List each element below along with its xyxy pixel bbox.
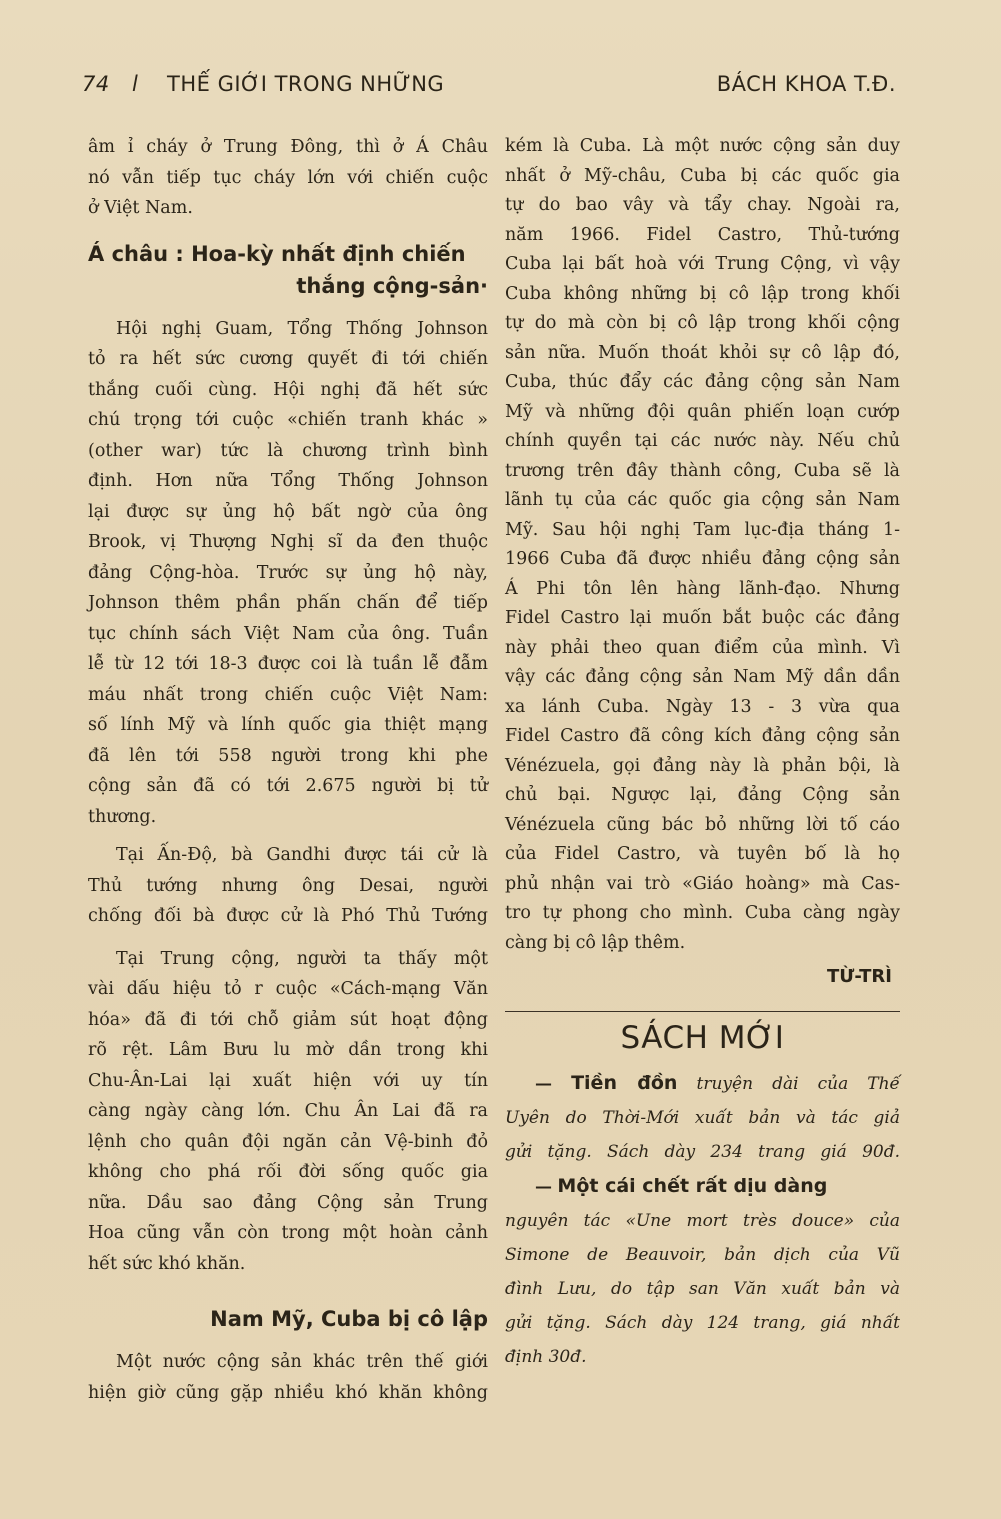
text-line: Fidel Castro lại muốn bắt buộc các đảng bbox=[505, 608, 900, 628]
text-line: nữa. Dầu sao đảng Cộng sản Trung bbox=[88, 1192, 488, 1213]
text-line: lãnh tụ của các quốc gia cộng sản Nam bbox=[505, 490, 900, 510]
paragraph-cuba-start bbox=[88, 1347, 488, 1408]
text-line: càng bị cô lập thêm. bbox=[505, 932, 686, 953]
book-desc: định 30đ. bbox=[505, 1347, 587, 1367]
book-entry-2 bbox=[505, 1169, 900, 1374]
text-line: Fidel Castro đã công kích đảng cộng sản bbox=[505, 726, 900, 746]
text-line: Hội nghị Guam, Tổng Thống Johnson bbox=[116, 318, 488, 339]
text-line: tro tự phong cho mình. Cuba càng ngày bbox=[505, 903, 900, 923]
text-line: sản nữa. Muốn thoát khỏi sự cô lập đó, bbox=[505, 342, 900, 363]
text-line: định. Hơn nữa Tổng Thống Johnson bbox=[88, 471, 488, 491]
text-line: máu nhất trong chiến cuộc Việt Nam: bbox=[88, 684, 488, 705]
text-line: lệnh cho quân đội ngăn cản Vệ-binh đỏ bbox=[88, 1131, 488, 1152]
book-entry-1 bbox=[505, 1066, 900, 1169]
book-desc: Simone de Beauvoir, bản dịch của Vũ bbox=[505, 1245, 900, 1265]
text-line: Á Phi tôn lên hàng lãnh-đạo. Nhưng bbox=[505, 578, 900, 599]
text-line: kém là Cuba. Là một nước cộng sản duy bbox=[505, 136, 900, 156]
text-line: Mỹ và những đội quân phiến loạn cướp bbox=[505, 401, 900, 422]
text-line: phủ nhận vai trò «Giáo hoàng» mà Cas- bbox=[505, 873, 900, 894]
text-line: trương trên đây thành công, Cuba sẽ là bbox=[505, 460, 900, 481]
intro-paragraph bbox=[88, 132, 488, 224]
text-line: của Fidel Castro, và tuyên bố là họ bbox=[505, 844, 900, 864]
text-line: Tại Trung cộng, người ta thấy một bbox=[116, 948, 488, 969]
text-line: vậy các đảng cộng sản Nam Mỹ dần dần bbox=[505, 667, 900, 687]
magazine-name: BÁCH KHOA T.Đ. bbox=[716, 72, 896, 96]
text-line: lại được sự ủng hộ bất ngờ của ông bbox=[88, 501, 488, 522]
text-line: đảng Cộng-hòa. Trước sự ủng hộ này, bbox=[88, 562, 488, 583]
section-title: THẾ GIỚI TRONG NHỮNG bbox=[167, 72, 445, 96]
text-line: ở Việt Nam. bbox=[88, 198, 193, 218]
text-line: chống đối bà được cử là Phó Thủ Tướng bbox=[88, 906, 488, 926]
book-desc: truyện dài của Thế bbox=[696, 1074, 901, 1094]
text-line: tục chính sách Việt Nam của ông. Tuần bbox=[88, 623, 488, 644]
dash: — bbox=[535, 1177, 552, 1197]
header-separator: l bbox=[132, 72, 139, 96]
text-line: đã lên tới 558 người trong khi phe bbox=[88, 745, 488, 766]
text-line: Cuba, thúc đẩy các đảng cộng sản Nam bbox=[505, 372, 900, 392]
text-line: Một nước cộng sản khác trên thế giới bbox=[116, 1352, 488, 1372]
text-line: Vénézuela cũng bác bỏ những lời tố cáo bbox=[505, 814, 900, 835]
text-line: thắng cuối cùng. Hội nghị đã hết sức bbox=[88, 379, 488, 400]
text-line: xa lánh Cuba. Ngày 13 - 3 vừa qua bbox=[505, 696, 900, 717]
heading-line: thắng cộng-sản· bbox=[296, 273, 488, 298]
dash: — bbox=[535, 1074, 552, 1094]
author-byline: TỪ-TRÌ bbox=[827, 966, 892, 987]
text-line: Brook, vị Thượng Nghị sĩ da đen thuộc bbox=[88, 532, 488, 552]
paragraph-china bbox=[88, 944, 488, 1280]
text-line: cộng sản đã có tới 2.675 người bị tử bbox=[88, 776, 488, 796]
left-column bbox=[88, 132, 488, 1408]
book-desc: gửi tặng. Sách dày 124 trang, giá nhất bbox=[505, 1313, 900, 1333]
text-line: hết sức khó khăn. bbox=[88, 1253, 246, 1274]
text-line: 1966 Cuba đã được nhiều đảng cộng sản bbox=[505, 549, 900, 569]
text-line: không cho phá rối đời sống quốc gia bbox=[88, 1162, 488, 1182]
text-line: rõ rệt. Lâm Bưu lu mờ dần trong khi bbox=[88, 1040, 488, 1060]
text-line: năm 1966. Fidel Castro, Thủ-tướng bbox=[505, 224, 900, 245]
text-line: (other war) tức là chương trình bình bbox=[88, 440, 488, 461]
text-line: chính quyền tại các nước này. Nếu chủ bbox=[505, 431, 900, 451]
right-column bbox=[505, 132, 900, 1374]
text-line: này phải theo quan điểm của mình. Vì bbox=[505, 637, 900, 658]
text-line: Mỹ. Sau hội nghị Tam lục-địa tháng 1- bbox=[505, 519, 900, 540]
paragraph-guam bbox=[88, 314, 488, 833]
text-line: chú trọng tới cuộc «chiến tranh khác » bbox=[88, 410, 488, 430]
text-line: số lính Mỹ và lính quốc gia thiệt mạng bbox=[88, 715, 488, 735]
text-line: tự do mà còn bị cô lập trong khối cộng bbox=[505, 313, 900, 333]
text-line: Cuba lại bất hoà với Trung Cộng, vì vậy bbox=[505, 254, 900, 274]
text-line: Thủ tướng nhưng ông Desai, người bbox=[88, 875, 488, 896]
heading-line: Á châu : Hoa-kỳ nhất định chiến bbox=[88, 241, 466, 266]
heading-south-america: Nam Mỹ, Cuba bị cô lập bbox=[210, 1307, 488, 1331]
text-line: nhất ở Mỹ-châu, Cuba bị các quốc gia bbox=[505, 165, 900, 186]
text-line: Tại Ấn-Độ, bà Gandhi được tái cử là bbox=[116, 845, 488, 865]
paragraph-cuba bbox=[505, 132, 900, 958]
text-line: chủ bại. Ngược lại, đảng Cộng sản bbox=[505, 785, 900, 805]
text-line: vài dấu hiệu tỏ r cuộc «Cách-mạng Văn bbox=[88, 979, 488, 999]
text-line: âm ỉ cháy ở Trung Đông, thì ở Á Châu bbox=[88, 137, 488, 157]
paragraph-india bbox=[88, 840, 488, 932]
book-title: Một cái chết rất dịu dàng bbox=[557, 1175, 828, 1197]
text-line: lễ từ 12 tới 18-3 được coi là tuần lễ đẫm bbox=[88, 654, 488, 674]
text-line: Cuba không những bị cô lập trong khối bbox=[505, 283, 900, 304]
text-line: nó vẫn tiếp tục cháy lớn với chiến cuộc bbox=[88, 167, 488, 188]
text-line: tỏ ra hết sức cương quyết đi tới chiến bbox=[88, 349, 488, 369]
text-line: Johnson thêm phần phấn chấn để tiếp bbox=[88, 593, 488, 613]
book-desc: đình Lưu, do tập san Văn xuất bản và bbox=[505, 1279, 900, 1299]
book-desc: nguyên tác «Une mort très douce» của bbox=[505, 1211, 900, 1231]
book-desc: gửi tặng. Sách dày 234 trang giá 90đ. bbox=[505, 1142, 900, 1162]
book-desc: Uyên do Thời-Mới xuất bản và tác giả bbox=[505, 1108, 900, 1128]
book-title: Tiền đồn bbox=[571, 1072, 678, 1094]
text-line: hiện giờ cũng gặp nhiều khó khăn không bbox=[88, 1382, 488, 1403]
heading-asia bbox=[88, 238, 488, 302]
text-line: Hoa cũng vẫn còn trong một hoàn cảnh bbox=[88, 1223, 488, 1243]
page-number: 74 bbox=[82, 72, 110, 96]
text-line: Vénézuela, gọi đảng này là phản bội, là bbox=[505, 755, 900, 776]
section-divider bbox=[505, 1011, 900, 1012]
page-header bbox=[82, 72, 896, 106]
text-line: Chu-Ân-Lai lại xuất hiện với uy tín bbox=[88, 1070, 488, 1091]
text-line: hóa» đã đi tới chỗ giảm sút hoạt động bbox=[88, 1009, 488, 1030]
text-line: thương. bbox=[88, 806, 157, 827]
text-line: tự do bao vây và tẩy chay. Ngoài ra, bbox=[505, 195, 900, 215]
new-books-heading: SÁCH MỚI bbox=[620, 1020, 785, 1056]
text-line: càng ngày càng lớn. Chu Ân Lai đã ra bbox=[88, 1101, 488, 1121]
